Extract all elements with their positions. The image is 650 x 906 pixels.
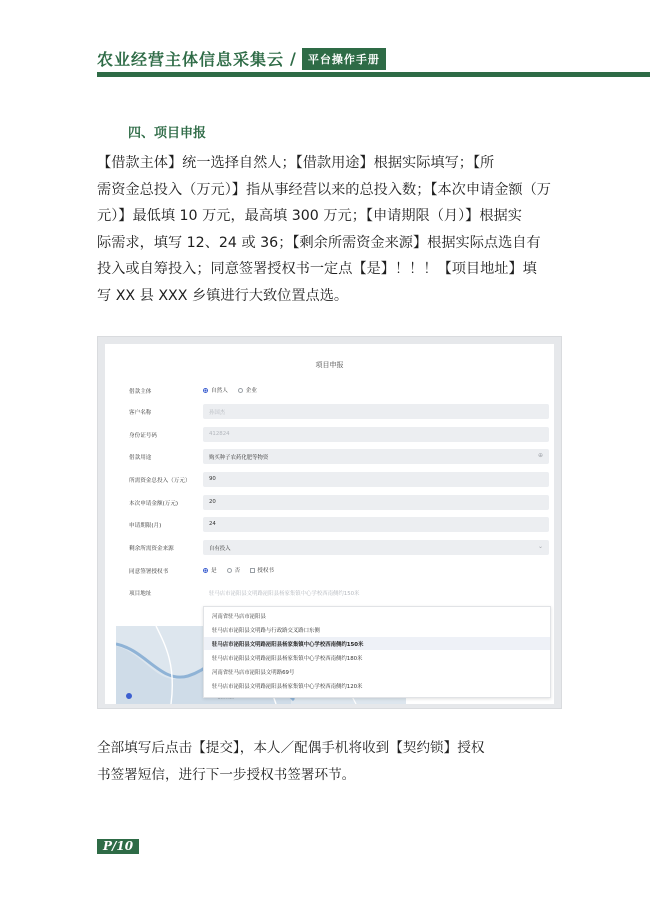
paragraph-line: 投入或自筹投入；同意签署授权书一定点【是】！！！【项目地址】填 bbox=[97, 261, 537, 277]
remaining-source-select[interactable]: 自有投入 ⌄ bbox=[203, 540, 549, 555]
header-slash: / bbox=[290, 49, 296, 68]
apply-amount-field[interactable]: 20 bbox=[203, 495, 549, 510]
form-panel bbox=[105, 344, 554, 704]
idcard-row bbox=[105, 427, 554, 443]
paragraph-line: 全部填写后点击【提交】，本人／配偶手机将收到【契约锁】授权 bbox=[97, 740, 485, 756]
suggestion-item[interactable]: 驻马店市泌阳县文明路泌阳县杨家集镇中心学校西南侧约180米 bbox=[212, 656, 363, 662]
header-badge: 平台操作手册 bbox=[302, 48, 386, 70]
section-title: 四、项目申报 bbox=[128, 126, 207, 141]
authorize-row bbox=[105, 563, 554, 579]
name-field[interactable]: 孙国杰 bbox=[203, 404, 549, 419]
name-label: 客户名称 bbox=[129, 410, 152, 416]
total-invest-label: 所需资金总投入（万元） bbox=[129, 478, 191, 484]
clear-icon[interactable]: ⊕ bbox=[537, 452, 543, 459]
page-number: P/10 bbox=[97, 839, 139, 854]
suggestion-item[interactable]: 驻马店市泌阳县文明路泌阳县杨家集镇中心学校西南侧约120米 bbox=[212, 684, 363, 690]
form-screenshot bbox=[97, 336, 562, 709]
radio-natural-person[interactable]: 自然人 bbox=[203, 386, 228, 394]
radio-company[interactable]: 企业 bbox=[238, 386, 257, 394]
suggestion-item[interactable]: 河南省驻马店市泌阳县 bbox=[212, 614, 266, 620]
suggestion-item-selected[interactable]: 驻马店市泌阳县文明路泌阳县杨家集镇中心学校西南侧约150米 bbox=[204, 637, 550, 650]
map-marker-icon bbox=[126, 693, 132, 699]
address-input[interactable]: 驻马店市泌阳县文明路泌阳县杨家集镇中心学校西南侧约150米 bbox=[203, 585, 549, 600]
suggestion-item[interactable]: 河南省驻马店市泌阳县文明路69号 bbox=[212, 670, 295, 676]
radio-checked-icon bbox=[203, 388, 208, 393]
form-title: 项目申报 bbox=[315, 361, 344, 369]
borrower-radio-group bbox=[203, 386, 267, 394]
address-label: 项目地址 bbox=[129, 591, 152, 597]
radio-no[interactable]: 否 bbox=[227, 566, 241, 574]
paragraph-line: 需资金总投入（万元）】指从事经营以来的总投入数；【本次申请金额（万 bbox=[97, 181, 551, 198]
idcard-field[interactable]: 412824 bbox=[203, 427, 549, 442]
remaining-source-label: 剩余所需资金来源 bbox=[129, 546, 174, 552]
radio-yes[interactable]: 是 bbox=[203, 566, 217, 574]
checkbox-icon bbox=[250, 568, 255, 573]
header-rule bbox=[97, 72, 650, 77]
apply-amount-row bbox=[105, 495, 554, 511]
borrower-row bbox=[105, 383, 554, 399]
term-label: 申请期限(月) bbox=[129, 523, 162, 529]
paragraph-line: 际需求，填写 12、24 或 36；【剩余所需资金来源】根据实际点选自有 bbox=[97, 234, 541, 251]
paragraph-line: 写 XX 县 XXX 乡镇进行大致位置点选。 bbox=[97, 287, 349, 304]
idcard-label: 身份证号码 bbox=[129, 433, 157, 439]
authorization-checkbox[interactable]: 授权书 bbox=[250, 566, 274, 574]
radio-unchecked-icon bbox=[227, 568, 232, 573]
name-row bbox=[105, 404, 554, 420]
instruction-paragraph bbox=[97, 150, 567, 309]
term-row bbox=[105, 517, 554, 533]
borrower-label: 借款主体 bbox=[129, 389, 152, 395]
term-field[interactable]: 24 bbox=[203, 517, 549, 532]
purpose-row bbox=[105, 449, 554, 465]
suggestion-item[interactable]: 驻马店市泌阳县文明路与行政路交叉路口东侧 bbox=[212, 628, 320, 634]
paragraph-line: 元）】最低填 10 万元，最高填 300 万元；【申请期限（月）】根据实 bbox=[97, 208, 522, 224]
total-invest-field[interactable]: 90 bbox=[203, 472, 549, 487]
authorize-radio-group bbox=[203, 566, 284, 574]
chevron-down-icon: ⌄ bbox=[537, 543, 543, 550]
address-suggestion-list bbox=[203, 606, 551, 698]
total-invest-row bbox=[105, 472, 554, 488]
header-title: 农业经营主体信息采集云 bbox=[97, 50, 285, 69]
submit-paragraph bbox=[97, 735, 567, 789]
document-header bbox=[97, 47, 386, 70]
radio-unchecked-icon bbox=[238, 388, 243, 393]
purpose-field[interactable]: 购买种子农药化肥等物资 ⊕ bbox=[203, 449, 549, 464]
radio-checked-icon bbox=[203, 568, 208, 573]
address-row bbox=[105, 585, 554, 601]
remaining-source-row bbox=[105, 540, 554, 556]
paragraph-line: 书签署短信，进行下一步授权书签署环节。 bbox=[97, 767, 356, 783]
apply-amount-label: 本次申请金额(万元) bbox=[129, 501, 179, 507]
purpose-label: 借款用途 bbox=[129, 455, 152, 461]
authorize-label: 同意签署授权书 bbox=[129, 569, 169, 575]
paragraph-line: 【借款主体】统一选择自然人；【借款用途】根据实际填写；【所 bbox=[97, 155, 495, 171]
